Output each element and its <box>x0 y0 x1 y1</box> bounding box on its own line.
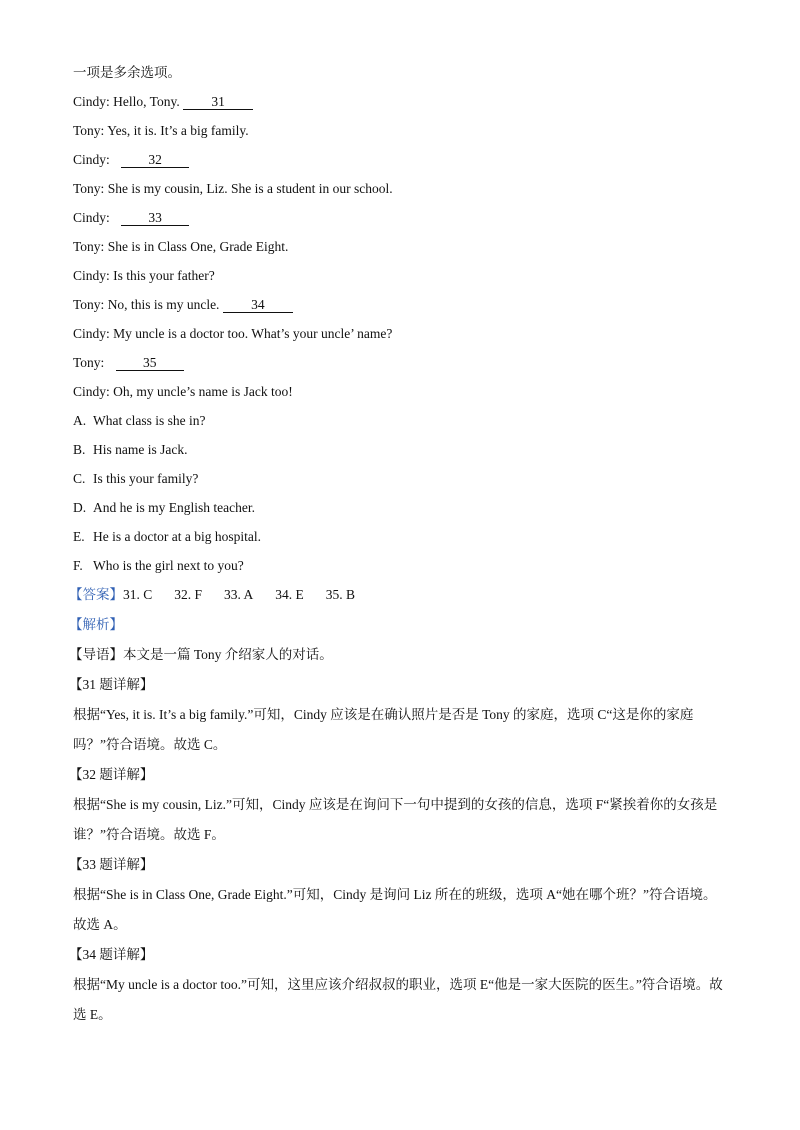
detail-heading: 【33 题详解】 <box>69 857 154 872</box>
speaker: Cindy: <box>73 268 110 283</box>
dialogue-line <box>73 151 189 169</box>
option-item <box>73 441 187 459</box>
line-text: No, this is my uncle. <box>107 297 220 312</box>
intro-text: 一项是多余选项。 <box>73 65 181 80</box>
dialogue-line <box>73 209 189 227</box>
line-text: Oh, my uncle’s name is Jack too! <box>113 384 293 399</box>
dialogue-line <box>73 325 392 343</box>
detail-heading: 【31 题详解】 <box>69 677 154 692</box>
answer-item: 35. B <box>325 587 356 602</box>
line-text: Hello, Tony. <box>113 94 180 109</box>
option-item <box>73 528 261 546</box>
speaker: Tony: <box>73 355 105 370</box>
speaker: Cindy: <box>73 384 110 399</box>
answer-label: 【答案】 <box>69 587 123 602</box>
answer-blank: 32 <box>121 152 189 168</box>
speaker: Cindy: <box>73 94 110 109</box>
option-text: And he is my English teacher. <box>93 500 255 515</box>
dialogue-line <box>73 296 293 314</box>
option-text: Who is the girl next to you? <box>93 558 244 573</box>
option-text: Is this your family? <box>93 471 199 486</box>
detail-text: 根据“She is in Class One, Grade Eight.”可知，Cindy 是询问 Liz 所在的班级，选项 A“她在哪个班？”符合语境。故选 A。 <box>73 887 717 932</box>
option-text: His name is Jack. <box>93 442 188 457</box>
speaker: Cindy: <box>73 152 110 167</box>
option-text: What class is she in? <box>93 413 206 428</box>
speaker: Tony: <box>73 123 105 138</box>
speaker: Cindy: <box>73 326 110 341</box>
dialogue-line <box>73 383 293 401</box>
speaker: Tony: <box>73 239 105 254</box>
answer-blank: 34 <box>223 297 293 313</box>
line-text: She is in Class One, Grade Eight. <box>107 239 289 254</box>
answer-item: 31. C <box>123 587 153 602</box>
answer-item: 33. A <box>224 587 254 602</box>
dialogue-line <box>73 267 215 285</box>
option-item <box>73 557 244 575</box>
dialogue-line <box>73 180 393 198</box>
option-item <box>73 470 198 488</box>
detail-heading: 【32 题详解】 <box>69 767 154 782</box>
answer-blank: 33 <box>121 210 189 226</box>
option-letter: D. <box>73 500 87 515</box>
speaker: Cindy: <box>73 210 110 225</box>
line-text: My uncle is a doctor too. What’s your uncle’ name? <box>113 326 393 341</box>
detail-text: 根据“Yes, it is. It’s a big family.”可知，Cindy 应该是在确认照片是否是 Tony 的家庭，选项 C“这是你的家庭吗？”符合语境。故选 C。 <box>73 707 694 752</box>
answer-line <box>69 586 355 604</box>
answer-blank: 31 <box>183 94 253 110</box>
option-letter: C. <box>73 471 86 486</box>
detail-heading: 【34 题详解】 <box>69 947 154 962</box>
option-text: He is a doctor at a big hospital. <box>93 529 261 544</box>
option-item <box>73 412 205 430</box>
answer-blank: 35 <box>116 355 184 371</box>
answer-item: 34. E <box>275 587 304 602</box>
speaker: Tony: <box>73 181 105 196</box>
option-letter: E. <box>73 529 85 544</box>
dialogue-line <box>73 238 288 256</box>
analysis-label: 【解析】 <box>69 617 123 632</box>
line-text: Yes, it is. It’s a big family. <box>107 123 249 138</box>
detail-text: 根据“My uncle is a doctor too.”可知，这里应该介绍叔叔的职业，选项 E“他是一家大医院的医生。”符合语境。故选 E。 <box>73 977 723 1022</box>
option-letter: F. <box>73 558 83 573</box>
dialogue-line <box>73 122 249 140</box>
speaker: Tony: <box>73 297 105 312</box>
option-letter: A. <box>73 413 87 428</box>
option-item <box>73 499 255 517</box>
detail-text: 根据“She is my cousin, Liz.”可知，Cindy 应该是在询问下一句中提到的女孩的信息，选项 F“紧挨着你的女孩是谁？”符合语境。故选 F。 <box>73 797 718 842</box>
line-text: Is this your father? <box>113 268 215 283</box>
line-text: She is my cousin, Liz. She is a student in our school. <box>107 181 393 196</box>
answer-item: 32. F <box>174 587 203 602</box>
guide-text: 【导语】本文是一篇 Tony 介绍家人的对话。 <box>69 647 333 662</box>
option-letter: B. <box>73 442 86 457</box>
dialogue-line <box>73 354 184 372</box>
dialogue-line <box>73 93 253 111</box>
